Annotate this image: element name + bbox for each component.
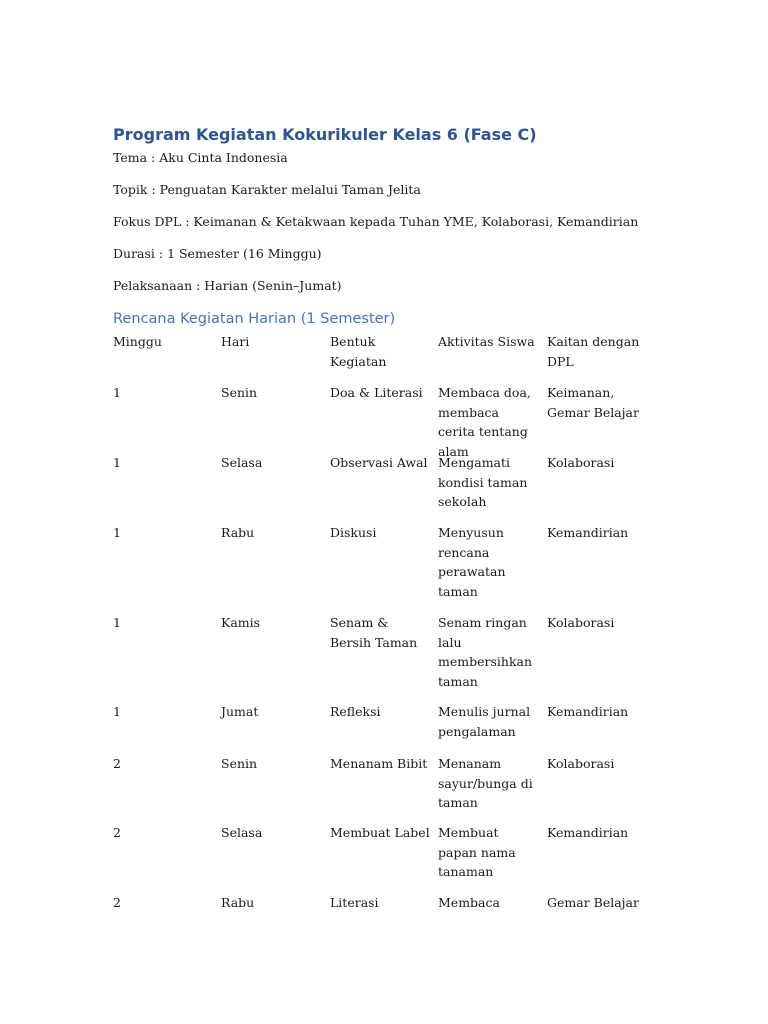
header-minggu: Minggu (113, 334, 162, 349)
cell-kaitan: Kolaborasi (547, 615, 615, 630)
cell-minggu: 1 (113, 385, 121, 400)
cell-bentuk: Diskusi (330, 525, 377, 540)
cell-aktivitas: Menulis jurnal pengalaman (438, 704, 531, 739)
cell-aktivitas: Mengamati kondisi taman sekolah (438, 455, 528, 509)
meta-tema: Tema : Aku Cinta Indonesia (113, 150, 288, 165)
cell-aktivitas: Membuat papan nama tanaman (438, 825, 516, 879)
cell-aktivitas: Senam ringan lalu membersihkan taman (438, 615, 533, 689)
cell-hari: Rabu (221, 895, 255, 910)
cell-bentuk: Doa & Literasi (330, 385, 423, 400)
cell-bentuk: Membuat Label (330, 825, 430, 840)
cell-minggu: 2 (113, 895, 121, 910)
cell-minggu: 1 (113, 704, 121, 719)
cell-kaitan: Kolaborasi (547, 455, 615, 470)
meta-topik: Topik : Penguatan Karakter melalui Taman Jelita (113, 182, 421, 197)
cell-aktivitas: Membaca (438, 895, 500, 910)
cell-bentuk: Literasi (330, 895, 379, 910)
cell-kaitan: Kemandirian (547, 525, 629, 540)
cell-hari: Rabu (221, 525, 255, 540)
cell-aktivitas: Membaca doa, membaca cerita tentang alam (438, 385, 531, 459)
cell-hari: Selasa (221, 825, 263, 840)
cell-bentuk: Observasi Awal (330, 455, 428, 470)
cell-hari: Senin (221, 756, 258, 771)
cell-kaitan: Kolaborasi (547, 756, 615, 771)
section-heading: Rencana Kegiatan Harian (1 Semester) (113, 311, 396, 327)
header-kaitan: Kaitan dengan DPL (547, 334, 640, 369)
cell-minggu: 1 (113, 615, 121, 630)
cell-hari: Selasa (221, 455, 263, 470)
cell-minggu: 2 (113, 756, 121, 771)
header-aktivitas: Aktivitas Siswa (438, 334, 535, 349)
cell-minggu: 2 (113, 825, 121, 840)
cell-hari: Kamis (221, 615, 261, 630)
meta-fokus: Fokus DPL : Keimanan & Ketakwaan kepada Tuhan YME, Kolaborasi, Kemandirian (113, 214, 639, 229)
cell-kaitan: Kemandirian (547, 825, 629, 840)
cell-aktivitas: Menyusun rencana perawatan taman (438, 525, 506, 599)
header-hari: Hari (221, 334, 250, 349)
cell-bentuk: Menanam Bibit (330, 756, 428, 771)
cell-bentuk: Senam & Bersih Taman (330, 615, 418, 650)
cell-kaitan: Kemandirian (547, 704, 629, 719)
cell-minggu: 1 (113, 455, 121, 470)
document-title: Program Kegiatan Kokurikuler Kelas 6 (Fase C) (113, 125, 537, 144)
cell-aktivitas: Menanam sayur/bunga di taman (438, 756, 533, 810)
cell-kaitan: Gemar Belajar (547, 895, 639, 910)
meta-durasi: Durasi : 1 Semester (16 Minggu) (113, 246, 322, 261)
cell-bentuk: Refleksi (330, 704, 381, 719)
meta-pelaksanaan: Pelaksanaan : Harian (Senin–Jumat) (113, 278, 342, 293)
cell-hari: Jumat (221, 704, 259, 719)
cell-kaitan: Keimanan, Gemar Belajar (547, 385, 639, 420)
cell-minggu: 1 (113, 525, 121, 540)
header-bentuk: Bentuk Kegiatan (330, 334, 387, 369)
cell-hari: Senin (221, 385, 258, 400)
